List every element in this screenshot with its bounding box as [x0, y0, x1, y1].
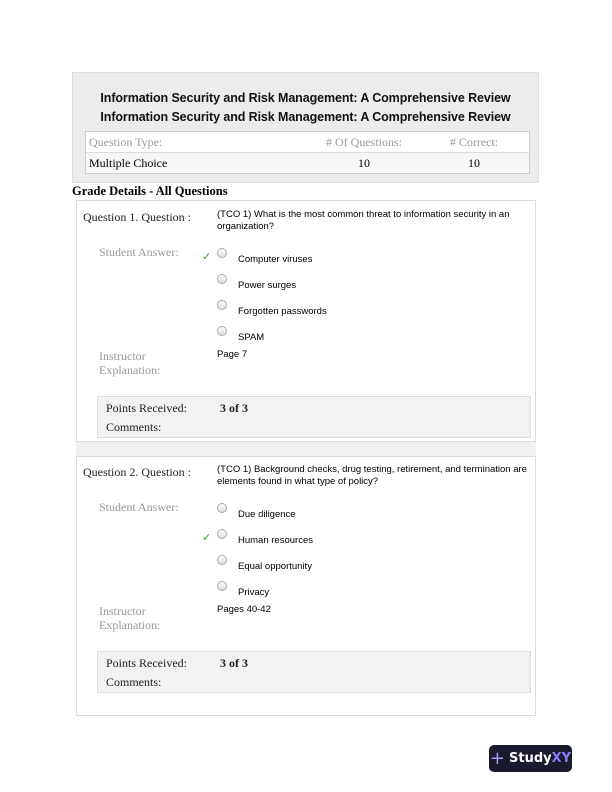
radio-icon[interactable] — [217, 529, 227, 539]
radio-icon[interactable] — [217, 274, 227, 284]
radio-icon[interactable] — [217, 581, 227, 591]
student-answer-label: Student Answer: — [99, 500, 179, 514]
comments-label: Comments: — [106, 420, 162, 434]
col-num-correct: # Correct: — [449, 134, 499, 149]
grade-details-heading: Grade Details - All Questions — [72, 184, 228, 198]
cell-correct: 10 — [468, 155, 480, 170]
comments-label: Comments: — [106, 675, 162, 689]
instructor-label: Instructor — [99, 349, 146, 363]
subtitle: Information Security and Risk Management: A Comprehensive Review — [100, 110, 511, 124]
question-label: Question 2. Question : — [83, 465, 191, 479]
explanation-text: Pages 40-42 — [217, 604, 271, 615]
cell-type: Multiple Choice — [89, 155, 168, 170]
explanation-label: Explanation: — [99, 363, 161, 377]
student-answer-label: Student Answer: — [99, 245, 179, 259]
points-value: 3 of 3 — [220, 656, 248, 670]
summary-table — [85, 131, 530, 174]
question-label: Question 1. Question : — [83, 210, 191, 224]
table-row — [86, 152, 529, 173]
col-question-type: Question Type: — [89, 134, 163, 149]
radio-icon[interactable] — [217, 248, 227, 258]
table-header — [86, 132, 529, 152]
question-2: Question 2. Question : (TCO 1) Background checks, drug testing, retirement, and termination are elements found in what type of policy? Student Answer: Due diligence ✓ Human resources Equal opportunity Privacy Instructor Explanation: Pages 40-42 Points Received: 3 of 3 Comments: — [76, 456, 536, 716]
points-label: Points Received: — [106, 401, 187, 415]
cell-questions: 10 — [358, 155, 370, 170]
radio-icon[interactable] — [217, 300, 227, 310]
radio-icon[interactable] — [217, 503, 227, 513]
check-icon: ✓ — [202, 532, 212, 544]
explanation-text: Page 7 — [217, 349, 248, 360]
question-text: (TCO 1) Background checks, drug testing, retirement, and termination are elements found in what type of policy? — [217, 464, 527, 487]
instructor-label: Instructor — [99, 604, 146, 618]
question-text: (TCO 1) What is the most common threat to information security in an organization? — [217, 209, 510, 232]
radio-icon[interactable] — [217, 326, 227, 336]
col-num-questions: # Of Questions: — [326, 134, 402, 149]
question-1: Question 1. Question : (TCO 1) What is the most common threat to information security in an organization? Student Answer: ✓ Computer viruses Power surges Forgotten passwords SPAM Instructor Explanation: Page 7 Points Received: 3 of 3 Comments: — [76, 200, 536, 442]
points-value: 3 of 3 — [220, 401, 248, 415]
radio-icon[interactable] — [217, 555, 227, 565]
plus-icon: + — [489, 748, 506, 769]
explanation-label: Explanation: — [99, 618, 161, 632]
points-box — [97, 651, 531, 693]
summary-panel — [72, 72, 539, 183]
title: Information Security and Risk Management: A Comprehensive Review — [100, 91, 511, 105]
points-label: Points Received: — [106, 656, 187, 670]
studyxy-logo: + StudyXY — [489, 745, 572, 772]
separator — [76, 442, 536, 456]
points-box — [97, 396, 531, 438]
check-icon: ✓ — [202, 251, 212, 263]
